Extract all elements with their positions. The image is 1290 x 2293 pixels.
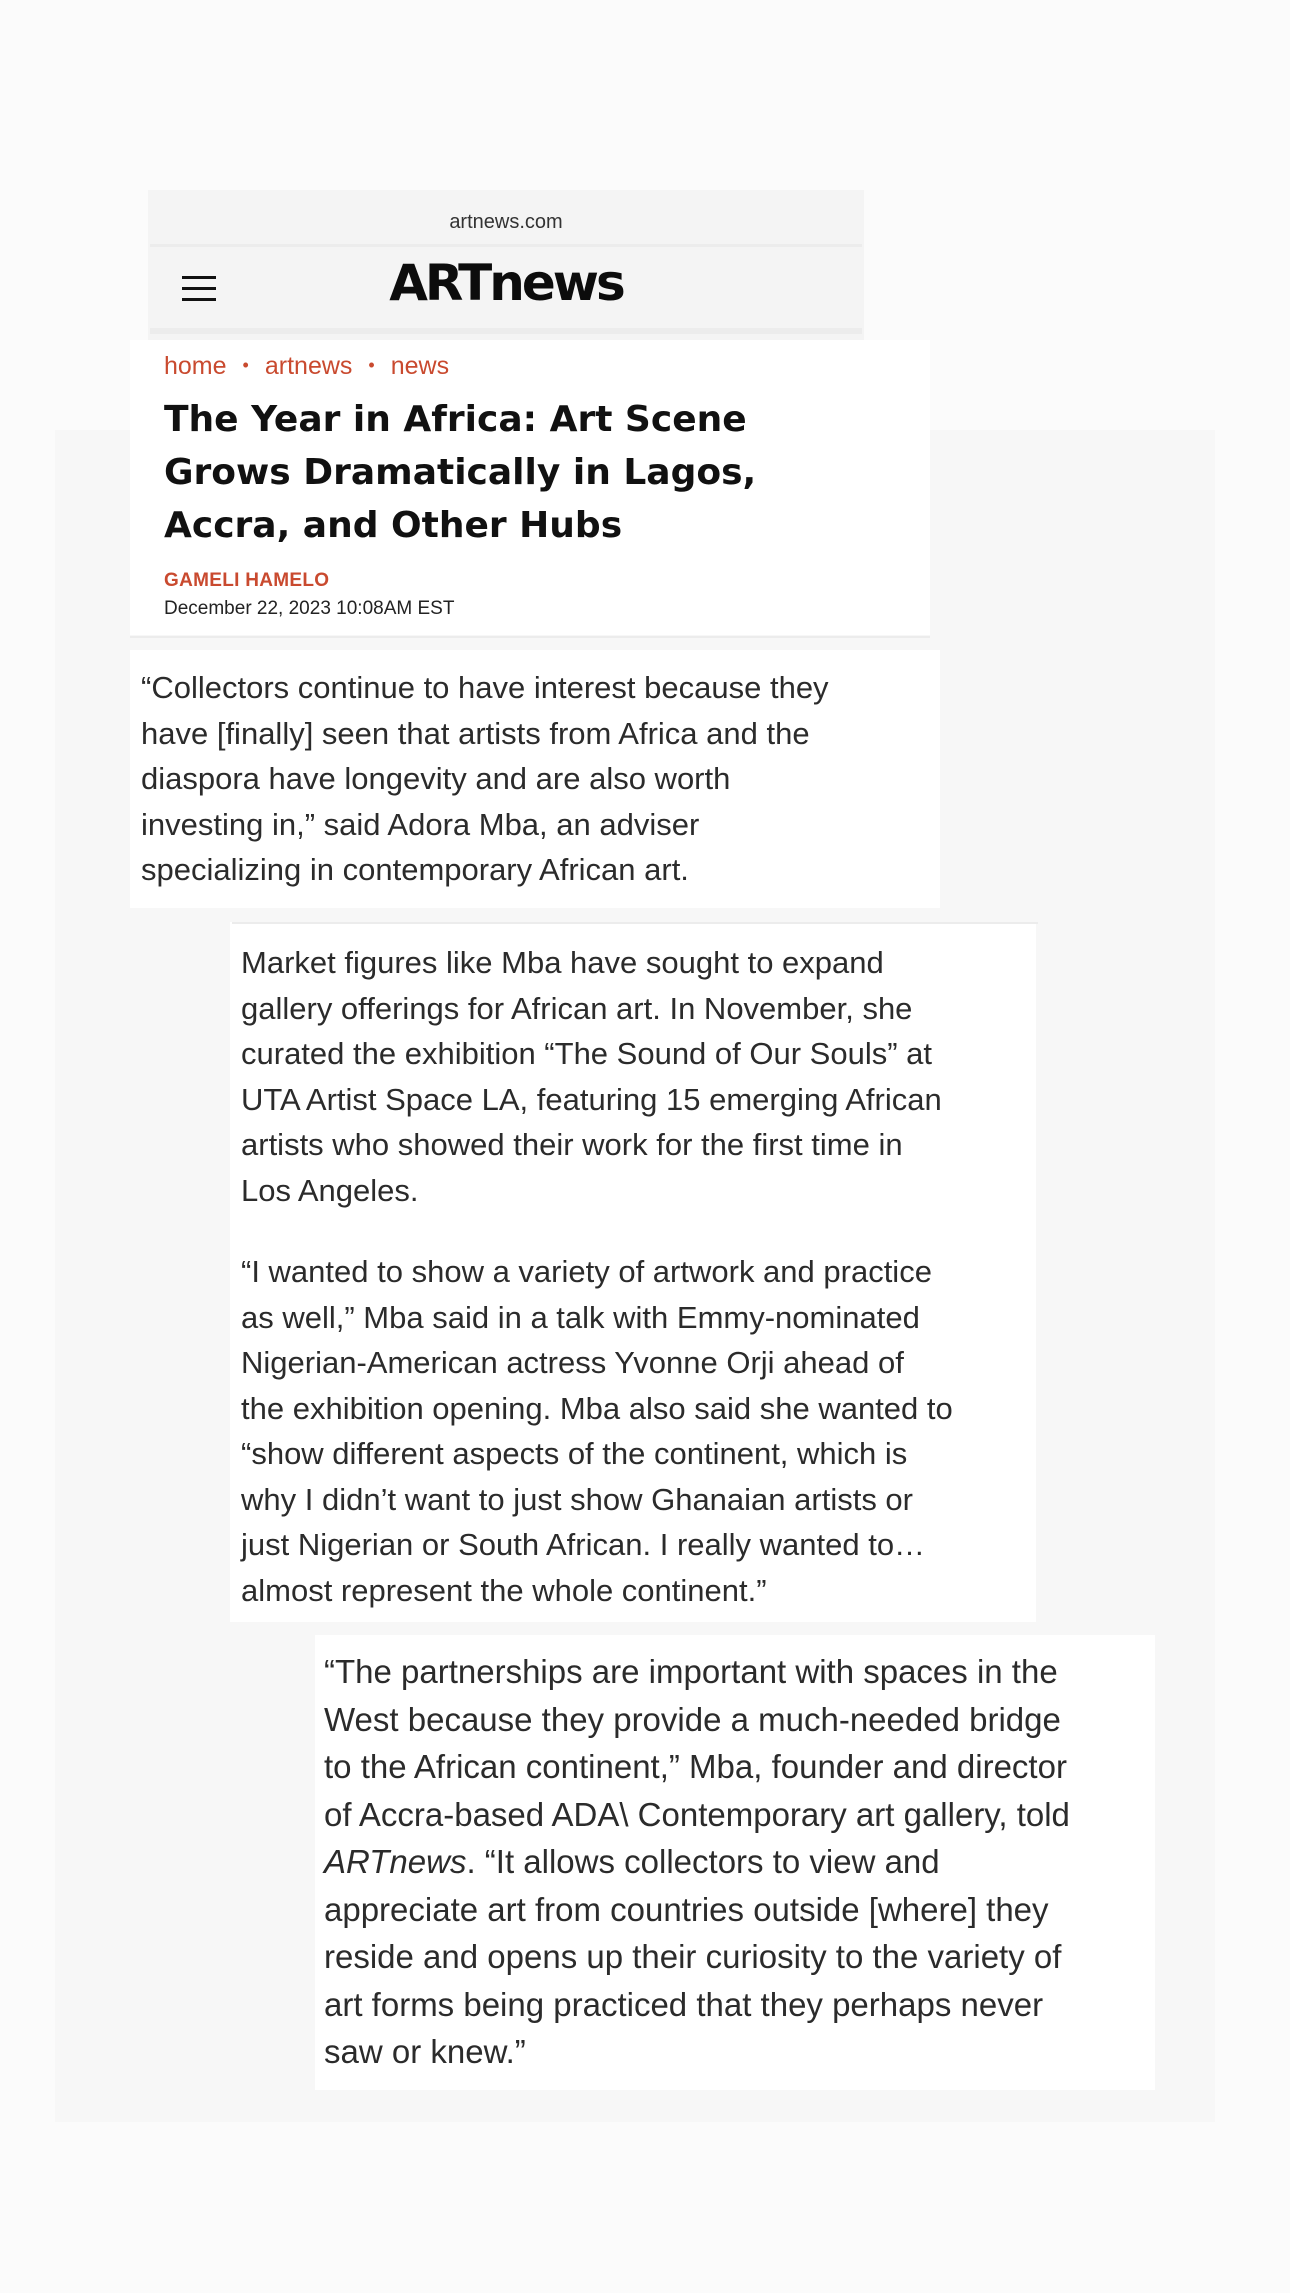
paragraph-line: of Accra-based ADA\ Contemporary art gallery, told [324,1795,1070,1833]
paragraph-line: why I didn’t want to just show Ghanaian artists or [241,1481,913,1517]
paragraph-line: appreciate art from countries outside [where] they [324,1890,1049,1928]
paragraph-line: specializing in contemporary African art. [141,852,689,887]
paragraph-line: reside and opens up their curiosity to the variety of [324,1938,1062,1975]
paragraph-line: Los Angeles. [241,1172,419,1208]
paragraph-line: gallery offerings for African art. In November, she [241,990,913,1026]
breadcrumb-news[interactable]: news [390,352,450,380]
paragraph-line: investing in,” said Adora Mba, an adviser [141,806,700,842]
paragraph-line: have [finally] seen that artists from Africa and the [141,715,810,751]
breadcrumb [164,352,449,381]
breadcrumb-artnews[interactable]: artnews [264,352,353,380]
paragraph-line: “I wanted to show a variety of artwork and practice [241,1254,932,1289]
article-paragraph-1 [141,665,961,893]
article-paragraph-2 [241,940,1061,1213]
paragraph-line: to the African continent,” Mba, founder and director [324,1748,1067,1785]
paragraph-line: just Nigerian or South African. I really wanted to… [241,1527,926,1562]
site-logo[interactable]: ARTnews [389,254,623,312]
paragraph-line: the exhibition opening. Mba also said she wanted to [241,1390,953,1426]
headline-line: Accra, and Other Hubs [164,505,623,546]
excerpt-card-2-divider [232,922,1038,924]
publication-name-italic: ARTnews [324,1843,467,1880]
publish-date: December 22, 2023 10:08AM EST [164,598,455,619]
author-byline[interactable]: GAMELI HAMELO [164,570,330,591]
paragraph-line: saw or knew.” [324,2033,526,2070]
article-paragraph-4 [324,1648,1154,2076]
headline-line: Grows Dramatically in Lagos, [164,452,757,493]
paragraph-line: West because they provide a much-needed bridge [324,1700,1061,1738]
address-bar-divider [150,244,862,247]
paragraph-line: “Collectors continue to have interest because they [141,670,829,705]
breadcrumb-separator: • [242,355,249,375]
paragraph-line: . “It allows collectors to view and [466,1843,940,1880]
paragraph-line: artists who showed their work for the first time in [241,1127,903,1162]
paragraph-line: diaspora have longevity and are also worth [141,761,731,796]
breadcrumb-separator: • [368,355,375,375]
paragraph-line: UTA Artist Space LA, featuring 15 emerging African [241,1081,942,1117]
paragraph-line: Market figures like Mba have sought to expand [241,945,884,980]
article-paragraph-3 [241,1249,1061,1613]
paragraph-line: “The partnerships are important with spaces in the [324,1653,1058,1690]
paragraph-line: art forms being practiced that they perhaps never [324,1985,1044,2023]
paragraph-line: “show different aspects of the continent, which is [241,1436,908,1471]
paragraph-line: almost represent the whole continent.” [241,1572,767,1608]
paragraph-line: curated the exhibition “The Sound of Our Souls” at [241,1036,933,1071]
headline-line: The Year in Africa: Art Scene [164,399,747,440]
header-bottom-divider [130,636,930,638]
paragraph-line: as well,” Mba said in a talk with Emmy-nominated [241,1299,920,1335]
url-domain[interactable]: artnews.com [449,211,563,233]
header-divider [150,328,862,334]
paragraph-line: Nigerian-American actress Yvonne Orji ahead of [241,1345,904,1380]
breadcrumb-home[interactable]: home [164,352,227,380]
article-headline [164,393,864,552]
